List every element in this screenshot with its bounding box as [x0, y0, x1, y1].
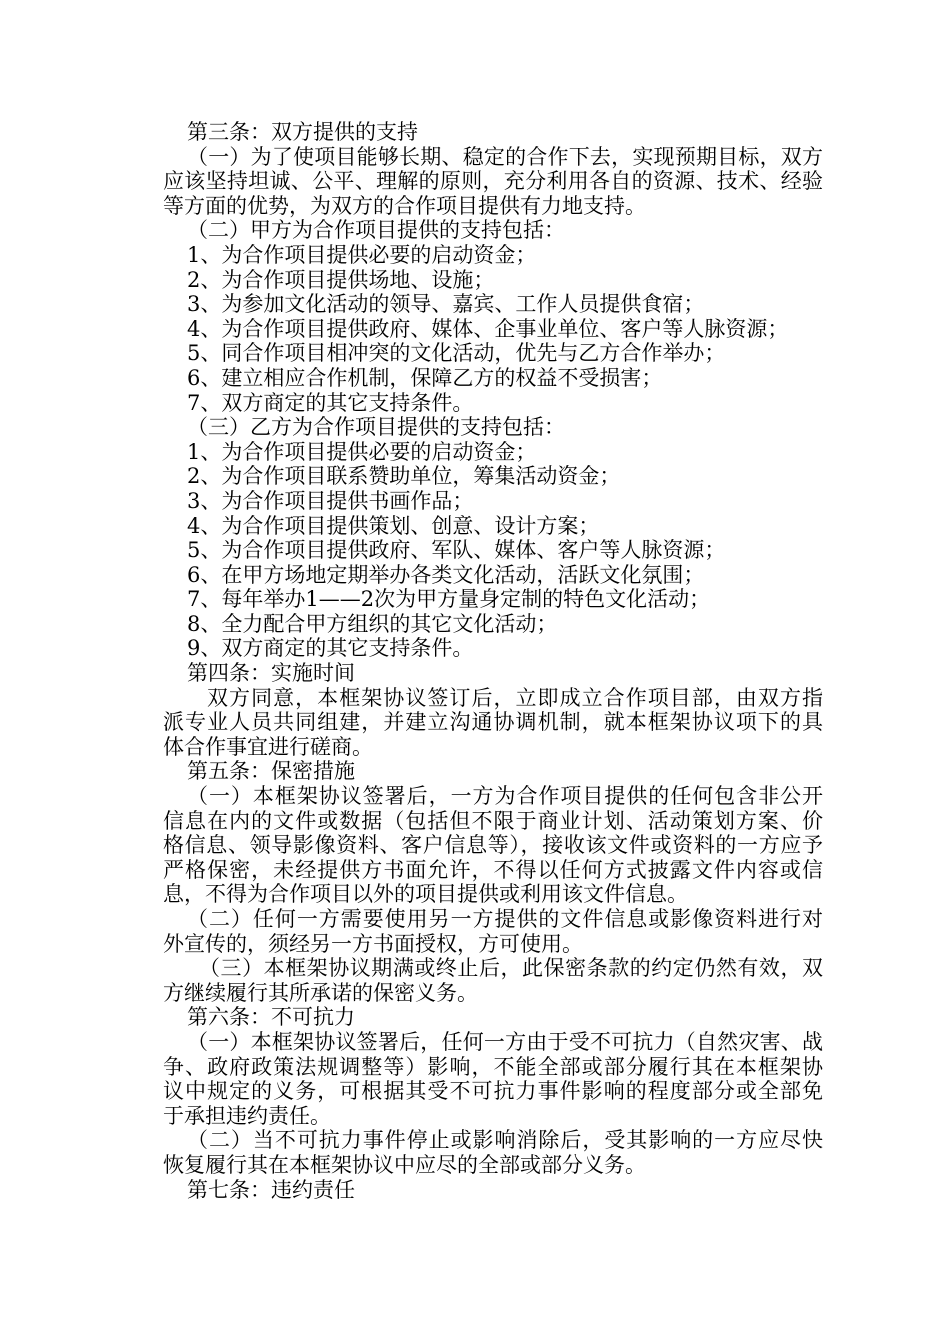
- text-line: 信息在内的文件或数据（包括但不限于商业计划、活动策划方案、价: [163, 808, 823, 833]
- text-line: 2、为合作项目提供场地、设施；: [187, 267, 495, 292]
- text-line: 第六条：不可抗力: [187, 1005, 355, 1030]
- text-line: 外宣传的，须经另一方书面授权，方可使用。: [163, 931, 583, 956]
- text-line: 6、在甲方场地定期举办各类文化活动，活跃文化氛围；: [187, 562, 705, 587]
- text-line: 严格保密，未经提供方书面允许，不得以任何方式披露文件内容或信: [163, 857, 823, 882]
- text-line: （二）当不可抗力事件停止或影响消除后，受其影响的一方应尽快: [187, 1128, 823, 1153]
- text-line: 4、为合作项目提供政府、媒体、企事业单位、客户等人脉资源；: [187, 316, 789, 341]
- text-line: 争、政府政策法规调整等）影响，不能全部或部分履行其在本框架协: [163, 1054, 823, 1079]
- text-line: 派专业人员共同组建，并建立沟通协调机制，就本框架协议项下的具: [163, 710, 823, 735]
- text-line: 3、为合作项目提供书画作品；: [187, 488, 474, 513]
- text-line: 9、双方商定的其它支持条件。: [187, 636, 474, 661]
- text-line: 7、每年举办1——2次为甲方量身定制的特色文化活动；: [187, 587, 711, 612]
- text-line: 5、为合作项目提供政府、军队、媒体、客户等人脉资源；: [187, 538, 726, 563]
- text-line: 息，不得为合作项目以外的项目提供或利用该文件信息。: [163, 882, 688, 907]
- text-line: 8、全力配合甲方组织的其它文化活动；: [187, 611, 558, 636]
- text-line: 应该坚持坦诚、公平、理解的原则，充分利用各自的资源、技术、经验: [163, 169, 823, 194]
- text-line: 第七条：违约责任: [187, 1177, 355, 1202]
- text-line: 第三条：双方提供的支持: [187, 120, 418, 144]
- document-body: [163, 120, 823, 1202]
- text-line: 体合作事宜进行磋商。: [163, 734, 373, 759]
- text-line: 等方面的优势，为双方的合作项目提供有力地支持。: [163, 193, 646, 218]
- text-line: 第五条：保密措施: [187, 759, 355, 784]
- text-line: （三）乙方为合作项目提供的支持包括：: [187, 415, 565, 440]
- text-line: 2、为合作项目联系赞助单位，筹集活动资金；: [187, 464, 621, 489]
- text-line: 1、为合作项目提供必要的启动资金；: [187, 242, 537, 267]
- text-line: （二）任何一方需要使用另一方提供的文件信息或影像资料进行对: [187, 907, 823, 931]
- text-line: 格信息、领导影像资料、客户信息等），接收该文件或资料的一方应予: [163, 833, 823, 858]
- text-line: 双方同意，本框架协议签订后，立即成立合作项目部，由双方指: [207, 685, 823, 710]
- text-line: （一）本框架协议签署后，任何一方由于受不可抗力（自然灾害、战: [187, 1029, 823, 1054]
- text-line: 方继续履行其所承诺的保密义务。: [163, 980, 478, 1005]
- text-line: 1、为合作项目提供必要的启动资金；: [187, 439, 537, 464]
- text-line: 5、同合作项目相冲突的文化活动，优先与乙方合作举办；: [187, 341, 726, 366]
- text-line: 3、为参加文化活动的领导、嘉宾、工作人员提供食宿；: [187, 292, 705, 317]
- text-line: 第四条：实施时间: [187, 661, 355, 686]
- text-line: 6、建立相应合作机制，保障乙方的权益不受损害；: [187, 365, 663, 390]
- text-line: 议中规定的义务，可根据其受不可抗力事件影响的程度部分或全部免: [163, 1079, 823, 1104]
- text-line: 于承担违约责任。: [163, 1103, 331, 1128]
- text-line: 7、双方商定的其它支持条件。: [187, 390, 474, 415]
- text-line: 4、为合作项目提供策划、创意、设计方案；: [187, 513, 600, 538]
- text-line: （二）甲方为合作项目提供的支持包括：: [187, 218, 565, 243]
- text-line: 恢复履行其在本框架协议中应尽的全部或部分义务。: [163, 1152, 646, 1177]
- text-line: （一）为了使项目能够长期、稳定的合作下去，实现预期目标，双方: [187, 144, 823, 169]
- text-line: （三）本框架协议期满或终止后，此保密条款的约定仍然有效，双: [199, 956, 823, 981]
- text-line: （一）本框架协议签署后，一方为合作项目提供的任何包含非公开: [187, 784, 823, 809]
